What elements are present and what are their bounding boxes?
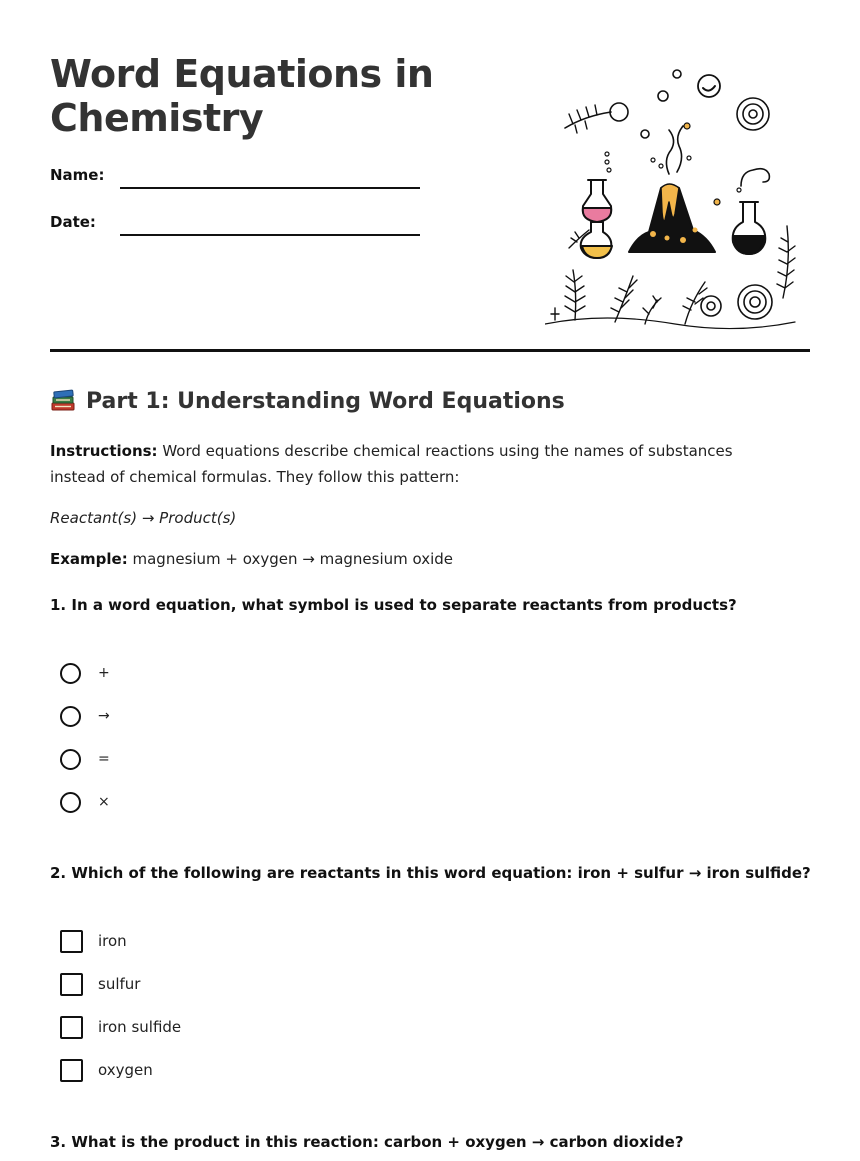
chemistry-illustration [545, 62, 807, 330]
question-1-text: 1. In a word equation, what symbol is used to separate reactants from products? [50, 596, 737, 614]
option-label: oxygen [98, 1061, 153, 1079]
question-1-option-3[interactable] [60, 746, 110, 772]
option-label: → [98, 708, 110, 724]
radio-button[interactable] [60, 706, 81, 727]
section-heading-part1 [50, 388, 565, 418]
checkbox[interactable] [60, 1016, 83, 1039]
example-text: magnesium + oxygen → magnesium oxide [127, 550, 454, 568]
question-1-option-2[interactable] [60, 703, 110, 729]
radio-button[interactable] [60, 663, 81, 684]
question-2-option-3[interactable] [60, 1014, 181, 1040]
option-label: + [98, 665, 110, 681]
question-3-text: 3. What is the product in this reaction: carbon + oxygen → carbon dioxide? [50, 1133, 684, 1151]
example-paragraph [50, 546, 790, 572]
checkbox[interactable] [60, 1059, 83, 1082]
option-label: = [98, 751, 110, 767]
flask-black-icon [733, 202, 766, 254]
instructions-text: Word equations describe chemical reactions using the names of substances instead of chemical formulas. They follow this pattern: [50, 442, 733, 486]
name-field[interactable] [120, 187, 420, 189]
question-1-option-1[interactable] [60, 660, 110, 686]
question-2-option-4[interactable] [60, 1057, 153, 1083]
header-divider [50, 349, 810, 352]
question-2-option-1[interactable] [60, 928, 127, 954]
date-field[interactable] [120, 234, 420, 236]
spiral-icon [701, 98, 772, 319]
page-title: Word Equations in Chemistry [50, 52, 434, 140]
books-icon [50, 388, 78, 418]
checkbox[interactable] [60, 930, 83, 953]
radio-button[interactable] [60, 792, 81, 813]
flask-yellow-icon [581, 222, 612, 258]
flask-pink-icon [583, 180, 611, 222]
date-label: Date: [50, 213, 96, 231]
instructions-paragraph [50, 438, 790, 490]
section-heading-text: Part 1: Understanding Word Equations [86, 389, 565, 414]
option-label: iron sulfide [98, 1018, 182, 1036]
pattern-text: Reactant(s) → Product(s) [50, 509, 237, 527]
question-1-option-4[interactable] [60, 789, 110, 815]
question-2-option-2[interactable] [60, 971, 140, 997]
example-label: Example: [50, 550, 128, 568]
option-label: × [98, 794, 110, 810]
question-2-text: 2. Which of the following are reactants in this word equation: iron + sulfur → iron sulfide? [50, 864, 811, 882]
radio-button[interactable] [60, 749, 81, 770]
name-label: Name: [50, 166, 105, 184]
option-label: sulfur [98, 975, 141, 993]
option-label: iron [98, 932, 127, 950]
instructions-label: Instructions: [50, 442, 158, 460]
checkbox[interactable] [60, 973, 83, 996]
